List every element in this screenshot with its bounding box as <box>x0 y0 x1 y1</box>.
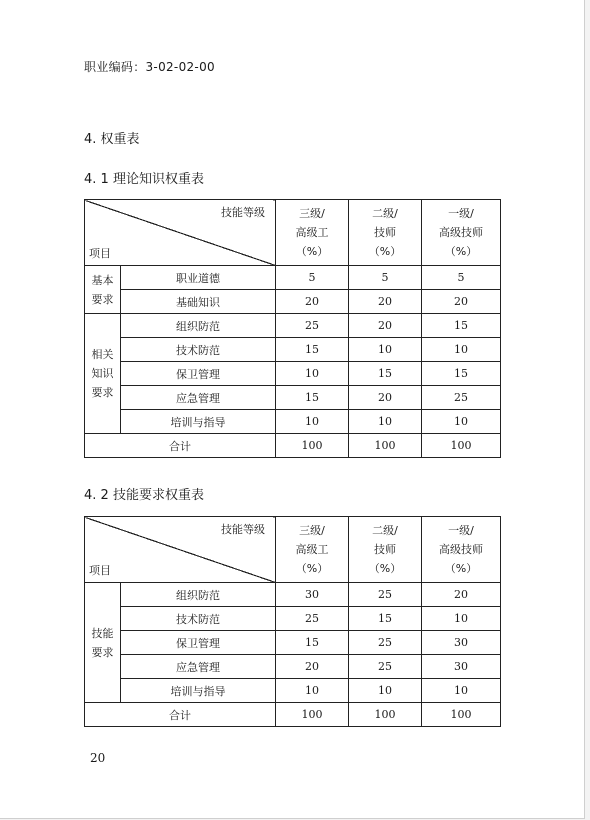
column-header-line: （%） <box>295 562 329 575</box>
total-value: 100 <box>349 703 422 727</box>
item-name: 组织防范 <box>121 583 276 607</box>
column-header-line: （%） <box>368 245 402 258</box>
weight-value: 10 <box>422 410 501 434</box>
weight-value: 30 <box>422 655 501 679</box>
weight-value: 25 <box>276 314 349 338</box>
section-title: 4. 权重表 <box>84 132 140 147</box>
weight-value: 10 <box>349 410 422 434</box>
weight-value: 25 <box>276 607 349 631</box>
table-row <box>85 338 501 362</box>
weight-value: 30 <box>276 583 349 607</box>
column-header-line: （%） <box>444 562 478 575</box>
column-header-line: 高级技师 <box>439 226 483 239</box>
corner-label-item: 项目 <box>89 564 111 577</box>
occupation-code: 职业编码：3-02-02-00 <box>84 60 215 74</box>
total-value: 100 <box>349 434 422 458</box>
corner-cell <box>85 517 276 583</box>
column-header-line: 高级工 <box>295 226 329 239</box>
weight-value: 15 <box>349 607 422 631</box>
total-label: 合计 <box>85 434 276 458</box>
group-label-line: 基本 <box>91 273 114 287</box>
corner-label-level: 技能等级 <box>221 206 265 219</box>
column-header-line: （%） <box>295 245 329 258</box>
column-header <box>422 517 501 583</box>
corner-cell <box>85 200 276 266</box>
weight-value: 20 <box>276 655 349 679</box>
total-value: 100 <box>276 434 349 458</box>
group-label <box>85 583 121 703</box>
item-name: 培训与指导 <box>121 410 276 434</box>
weight-value: 5 <box>276 266 349 290</box>
column-header <box>276 200 349 266</box>
group-label-line: 要求 <box>91 292 114 306</box>
weight-value: 10 <box>349 338 422 362</box>
item-name: 应急管理 <box>121 655 276 679</box>
item-name: 基础知识 <box>121 290 276 314</box>
total-row <box>85 434 501 458</box>
item-name: 培训与指导 <box>121 679 276 703</box>
item-name: 职业道德 <box>121 266 276 290</box>
table-row <box>85 410 501 434</box>
table1-title: 4. 1 理论知识权重表 <box>84 172 204 187</box>
group-label-line: 要求 <box>91 386 114 399</box>
weight-value: 5 <box>349 266 422 290</box>
item-name: 应急管理 <box>121 386 276 410</box>
column-header <box>276 517 349 583</box>
weight-value: 10 <box>422 607 501 631</box>
total-value: 100 <box>276 703 349 727</box>
weight-value: 10 <box>276 362 349 386</box>
header-row <box>85 517 501 583</box>
weight-value: 15 <box>422 314 501 338</box>
weight-value: 15 <box>276 631 349 655</box>
column-header-line: 一级/ <box>448 207 474 220</box>
column-header-line: 高级技师 <box>439 543 483 556</box>
table-row <box>85 266 501 290</box>
column-header <box>422 200 501 266</box>
table-row <box>85 607 501 631</box>
weight-value: 15 <box>276 386 349 410</box>
theory-knowledge-weight-table <box>84 199 501 458</box>
weight-value: 15 <box>276 338 349 362</box>
group-label-line: 要求 <box>91 645 114 659</box>
column-header-line: 三级/ <box>299 524 325 537</box>
weight-value: 20 <box>276 290 349 314</box>
table-row <box>85 386 501 410</box>
skill-requirement-weight-table <box>84 516 501 727</box>
total-row <box>85 703 501 727</box>
weight-value: 20 <box>349 314 422 338</box>
weight-value: 25 <box>349 655 422 679</box>
item-name: 技术防范 <box>121 607 276 631</box>
group-label <box>85 314 121 434</box>
corner-label-item: 项目 <box>89 247 111 260</box>
weight-value: 20 <box>422 583 501 607</box>
weight-value: 10 <box>349 679 422 703</box>
column-header-line: 一级/ <box>448 524 474 537</box>
table-row <box>85 655 501 679</box>
weight-value: 20 <box>349 386 422 410</box>
column-header-line: 技师 <box>374 226 396 239</box>
column-header-line: 高级工 <box>295 543 329 556</box>
weight-value: 20 <box>349 290 422 314</box>
weight-value: 25 <box>349 583 422 607</box>
group-label-line: 相关 <box>91 348 114 361</box>
weight-value: 25 <box>349 631 422 655</box>
item-name: 保卫管理 <box>121 631 276 655</box>
column-header-line: 二级/ <box>372 207 398 220</box>
total-value: 100 <box>422 703 501 727</box>
column-header-line: 二级/ <box>372 524 398 537</box>
weight-value: 10 <box>422 338 501 362</box>
item-name: 组织防范 <box>121 314 276 338</box>
column-header-line: 三级/ <box>299 207 325 220</box>
column-header-line: （%） <box>368 562 402 575</box>
table-row <box>85 679 501 703</box>
page-number: 20 <box>90 751 106 765</box>
column-header <box>349 200 422 266</box>
table2-title: 4. 2 技能要求权重表 <box>84 488 204 503</box>
corner-label-level: 技能等级 <box>221 523 265 536</box>
column-header-line: 技师 <box>374 543 396 556</box>
weight-value: 10 <box>276 410 349 434</box>
item-name: 技术防范 <box>121 338 276 362</box>
total-label: 合计 <box>85 703 276 727</box>
weight-value: 25 <box>422 386 501 410</box>
weight-value: 5 <box>422 266 501 290</box>
table-row <box>85 290 501 314</box>
group-label-line: 知识 <box>91 367 114 380</box>
table-row <box>85 362 501 386</box>
group-label <box>85 266 121 314</box>
weight-value: 30 <box>422 631 501 655</box>
weight-value: 15 <box>422 362 501 386</box>
total-value: 100 <box>422 434 501 458</box>
weight-value: 15 <box>349 362 422 386</box>
item-name: 保卫管理 <box>121 362 276 386</box>
weight-value: 20 <box>422 290 501 314</box>
column-header <box>349 517 422 583</box>
header-row <box>85 200 501 266</box>
weight-value: 10 <box>422 679 501 703</box>
table-row <box>85 583 501 607</box>
weight-value: 10 <box>276 679 349 703</box>
table-row <box>85 631 501 655</box>
table-row <box>85 314 501 338</box>
column-header-line: （%） <box>444 245 478 258</box>
group-label-line: 技能 <box>91 626 114 640</box>
